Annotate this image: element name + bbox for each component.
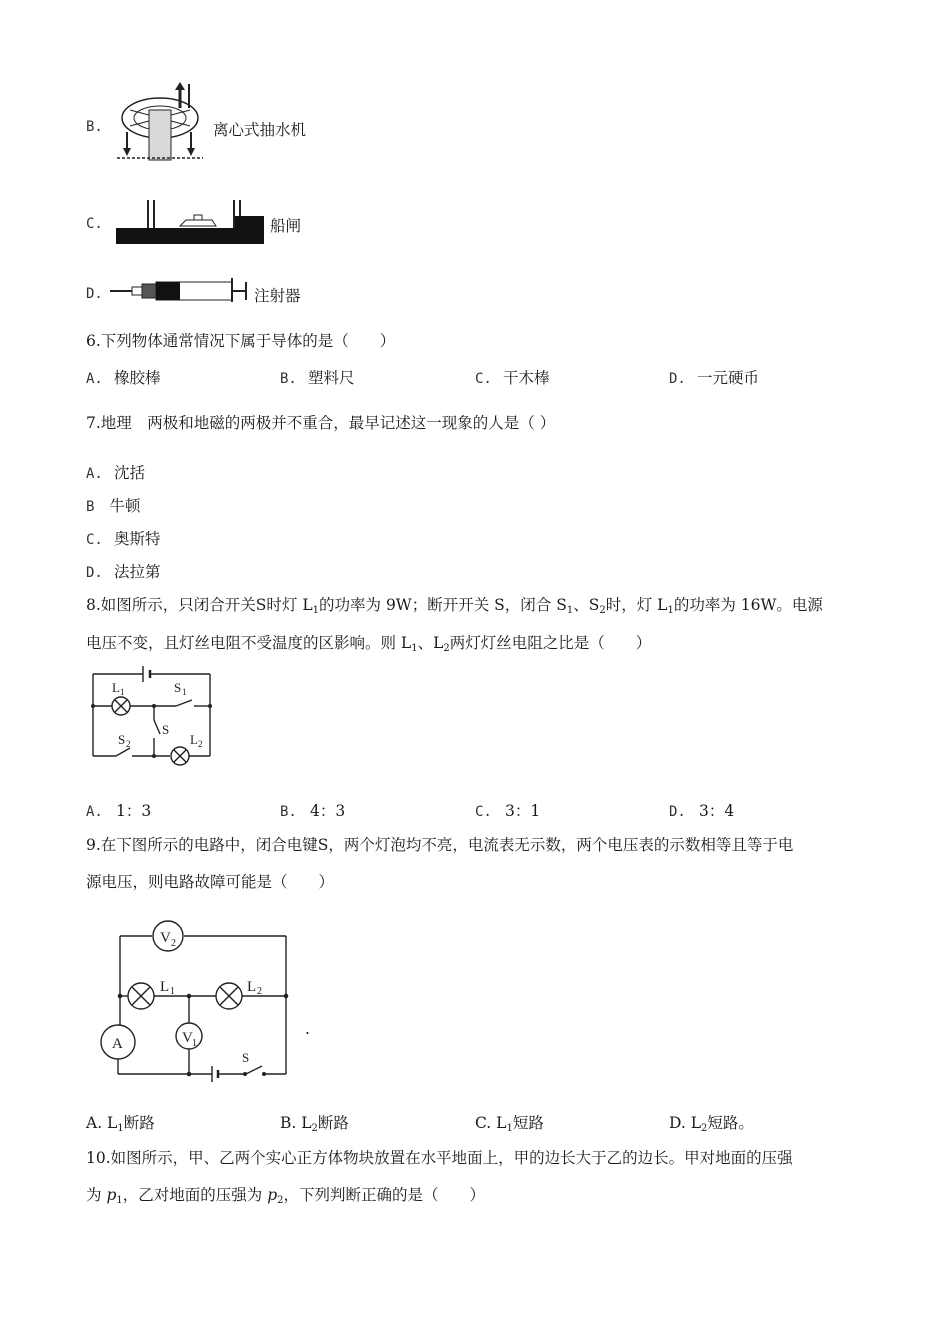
q9-circuit-diagram — [96, 916, 296, 1082]
svg-text:2: 2 — [126, 739, 131, 749]
label-S1: S — [174, 680, 182, 695]
q7-option-b[interactable]: B 牛顿 — [86, 497, 141, 515]
q9-option-d[interactable]: D. $L_2$短路。 — [669, 1114, 754, 1134]
label-S: S — [162, 722, 170, 737]
svg-text:2: 2 — [198, 739, 203, 749]
q6-option-d[interactable]: D. 一元硬币 — [669, 369, 759, 387]
label-A: A — [112, 1036, 123, 1052]
q8-option-c[interactable]: C. 3：1 — [475, 802, 541, 820]
svg-text:2: 2 — [257, 986, 262, 997]
svg-text:1: 1 — [192, 1038, 197, 1049]
label-V1: V — [182, 1030, 193, 1046]
question-7-stem: 7.地理 两极和地磁的两极并不重合，最早记述这一现象的人是（ ） — [86, 414, 556, 432]
option-b-letter: B. — [86, 119, 103, 135]
q9-option-a[interactable]: A. $L_1$断路 — [86, 1114, 155, 1134]
option-c-text: 船闸 — [270, 217, 302, 235]
q8-option-b[interactable]: B. 4：3 — [280, 802, 346, 820]
question-8-line-2: 电压不变，且灯丝电阻不受温度的区影响。则 $L_1$、$L_2$两灯灯丝电阻之比是（ ） — [86, 634, 652, 654]
q6-option-a[interactable]: A. 橡胶棒 — [86, 369, 161, 387]
question-6-stem: 6.下列物体通常情况下属于导体的是（ ） — [86, 332, 396, 350]
label-L2: L — [247, 979, 257, 995]
question-10-line-2: 为 $p_1$，乙对地面的压强为 $p_2$，下列判断正确的是（ ） — [86, 1186, 486, 1206]
centrifugal-pump-figure — [115, 80, 210, 165]
q8-circuit-diagram — [88, 662, 218, 762]
svg-text:1: 1 — [170, 986, 175, 997]
svg-text:2: 2 — [171, 938, 176, 949]
q9-option-c[interactable]: C. $L_1$短路 — [475, 1114, 544, 1134]
q8-option-a[interactable]: A. 1：3 — [86, 802, 152, 820]
q7-option-d[interactable]: D. 法拉第 — [86, 563, 161, 581]
q6-option-c[interactable]: C. 干木棒 — [475, 369, 550, 387]
svg-text:1: 1 — [120, 687, 125, 697]
label-L1: L — [112, 680, 120, 695]
stray-dot: . — [305, 1020, 310, 1038]
option-d-letter: D. — [86, 286, 103, 302]
q6-option-b[interactable]: B. 塑料尺 — [280, 369, 355, 387]
label-S: S — [242, 1050, 250, 1065]
q8-option-d[interactable]: D. 3：4 — [669, 802, 735, 820]
q7-option-c[interactable]: C. 奥斯特 — [86, 530, 161, 548]
option-b-text: 离心式抽水机 — [213, 121, 307, 139]
label-V2: V — [160, 930, 171, 946]
syringe-figure — [110, 278, 250, 302]
option-d-text: 注射器 — [254, 287, 301, 305]
label-L2: L — [190, 732, 198, 747]
question-9-line-1: 9.在下图所示的电路中，闭合电键S，两个灯泡均不亮，电流表无示数，两个电压表的示数相等且等于电 — [86, 836, 794, 854]
ship-lock-figure — [116, 198, 266, 246]
q9-option-b[interactable]: B. $L_2$断路 — [280, 1114, 349, 1134]
question-8-line-1: 8.如图所示，只闭合开关S时灯 $L_1$的功率为 9W；断开开关 S，闭合 $S_1$、$S_2$时，灯 $L_1$的功率为 16W。电源 — [86, 596, 823, 616]
q7-option-a[interactable]: A. 沈括 — [86, 464, 145, 482]
label-S2: S — [118, 732, 126, 747]
svg-text:1: 1 — [182, 687, 187, 697]
question-10-line-1: 10.如图所示，甲、乙两个实心正方体物块放置在水平地面上，甲的边长大于乙的边长。甲对地面的压强 — [86, 1149, 793, 1167]
question-9-line-2: 源电压，则电路故障可能是（ ） — [86, 873, 335, 891]
label-L1: L — [160, 979, 170, 995]
option-c-letter: C. — [86, 216, 103, 232]
